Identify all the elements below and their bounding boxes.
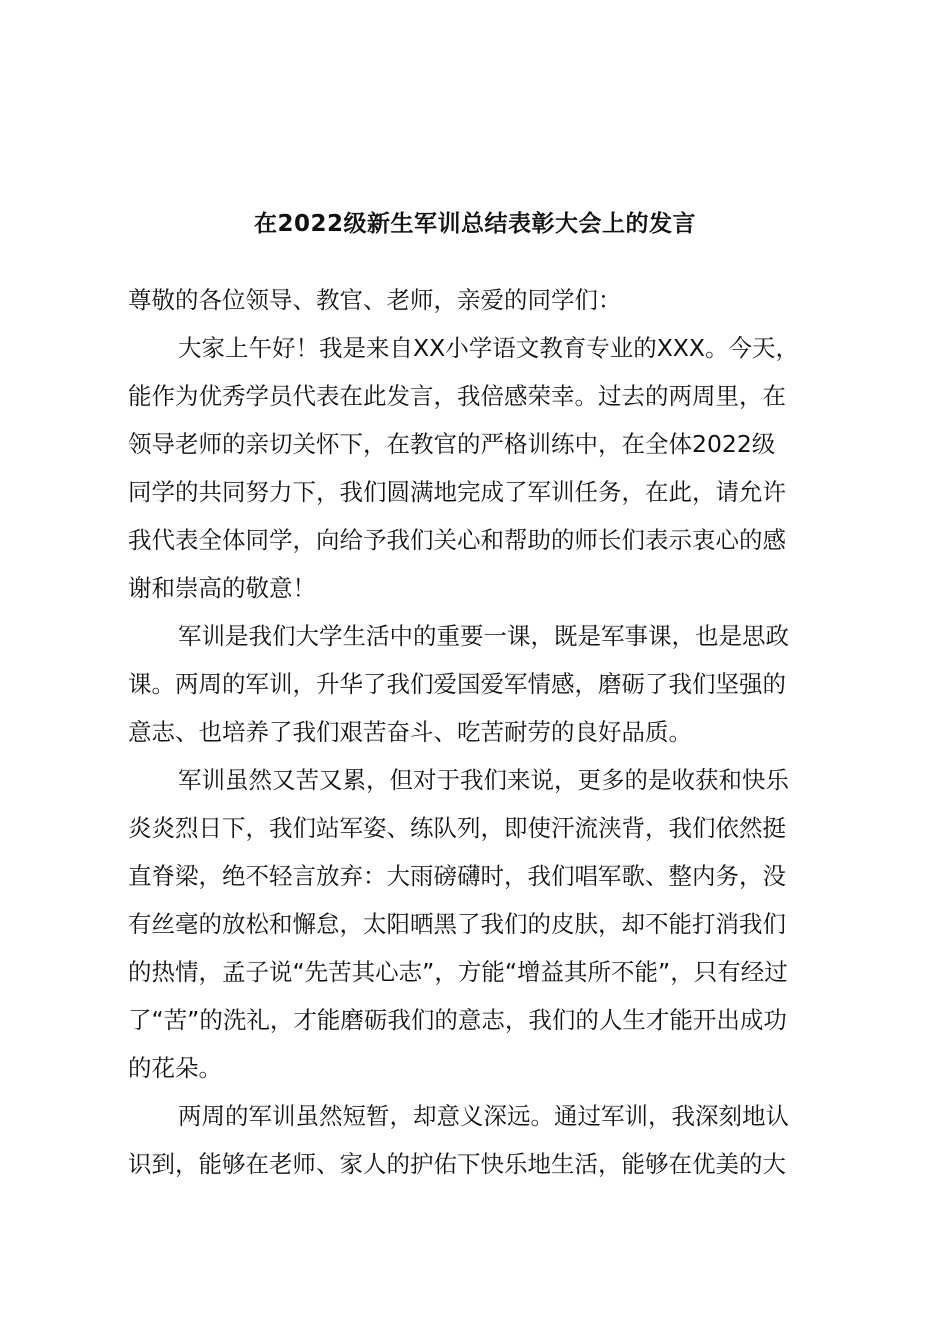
paragraph-2 — [128, 612, 848, 756]
paragraph-line: 军训虽然又苦又累，但对于我们来说，更多的是收获和快乐 — [178, 766, 789, 794]
paragraph-line: 谢和崇高的敬意！ — [128, 574, 316, 602]
paragraph-line: 了“苦”的洗礼，才能磨砺我们的意志，我们的人生才能开出成功 — [128, 1006, 787, 1034]
paragraph-line: 的热情，孟子说“先苦其心志”，方能“增益其所不能”，只有经过 — [128, 958, 788, 986]
paragraph-1 — [128, 324, 848, 612]
paragraph-line: 军训是我们大学生活中的重要一课，既是军事课，也是思政 — [178, 622, 789, 650]
paragraph-line: 大家上午好！我是来自XX小学语文教育专业的XXX。今天， — [178, 334, 799, 362]
paragraph-line: 意志、也培养了我们艰苦奋斗、吃苦耐劳的良好品质。 — [128, 718, 692, 746]
paragraph-line: 炎炎烈日下，我们站军姿、练队列，即使汗流浃背，我们依然挺 — [128, 814, 786, 842]
paragraph-3 — [128, 756, 848, 1092]
paragraph-line: 有丝毫的放松和懈怠，太阳晒黑了我们的皮肤，却不能打消我们 — [128, 910, 786, 938]
paragraph-line: 同学的共同努力下，我们圆满地完成了军训任务，在此，请允许 — [128, 478, 786, 506]
paragraph-line: 领导老师的亲切关怀下，在教官的严格训练中，在全体2022级 — [128, 430, 776, 458]
paragraph-line: 能作为优秀学员代表在此发言，我倍感荣幸。过去的两周里，在 — [128, 382, 786, 410]
paragraph-line: 两周的军训虽然短暂，却意义深远。通过军训，我深刻地认 — [178, 1102, 789, 1130]
paragraph-line: 的花朵。 — [128, 1054, 222, 1082]
paragraph-line: 我代表全体同学，向给予我们关心和帮助的师长们表示衷心的感 — [128, 526, 786, 554]
paragraph-4 — [128, 1092, 848, 1188]
greeting-line: 尊敬的各位领导、教官、老师，亲爱的同学们： — [128, 286, 622, 314]
paragraph-line: 课。两周的军训，升华了我们爱国爱军情感，磨砺了我们坚强的 — [128, 670, 786, 698]
paragraph-line: 直脊梁，绝不轻言放弃：大雨磅礴时，我们唱军歌、整内务，没 — [128, 862, 786, 890]
paragraph-line: 识到，能够在老师、家人的护佑下快乐地生活，能够在优美的大 — [128, 1150, 786, 1178]
document-title: 在2022级新生军训总结表彰大会上的发言 — [253, 211, 696, 237]
document-body — [128, 276, 848, 1188]
